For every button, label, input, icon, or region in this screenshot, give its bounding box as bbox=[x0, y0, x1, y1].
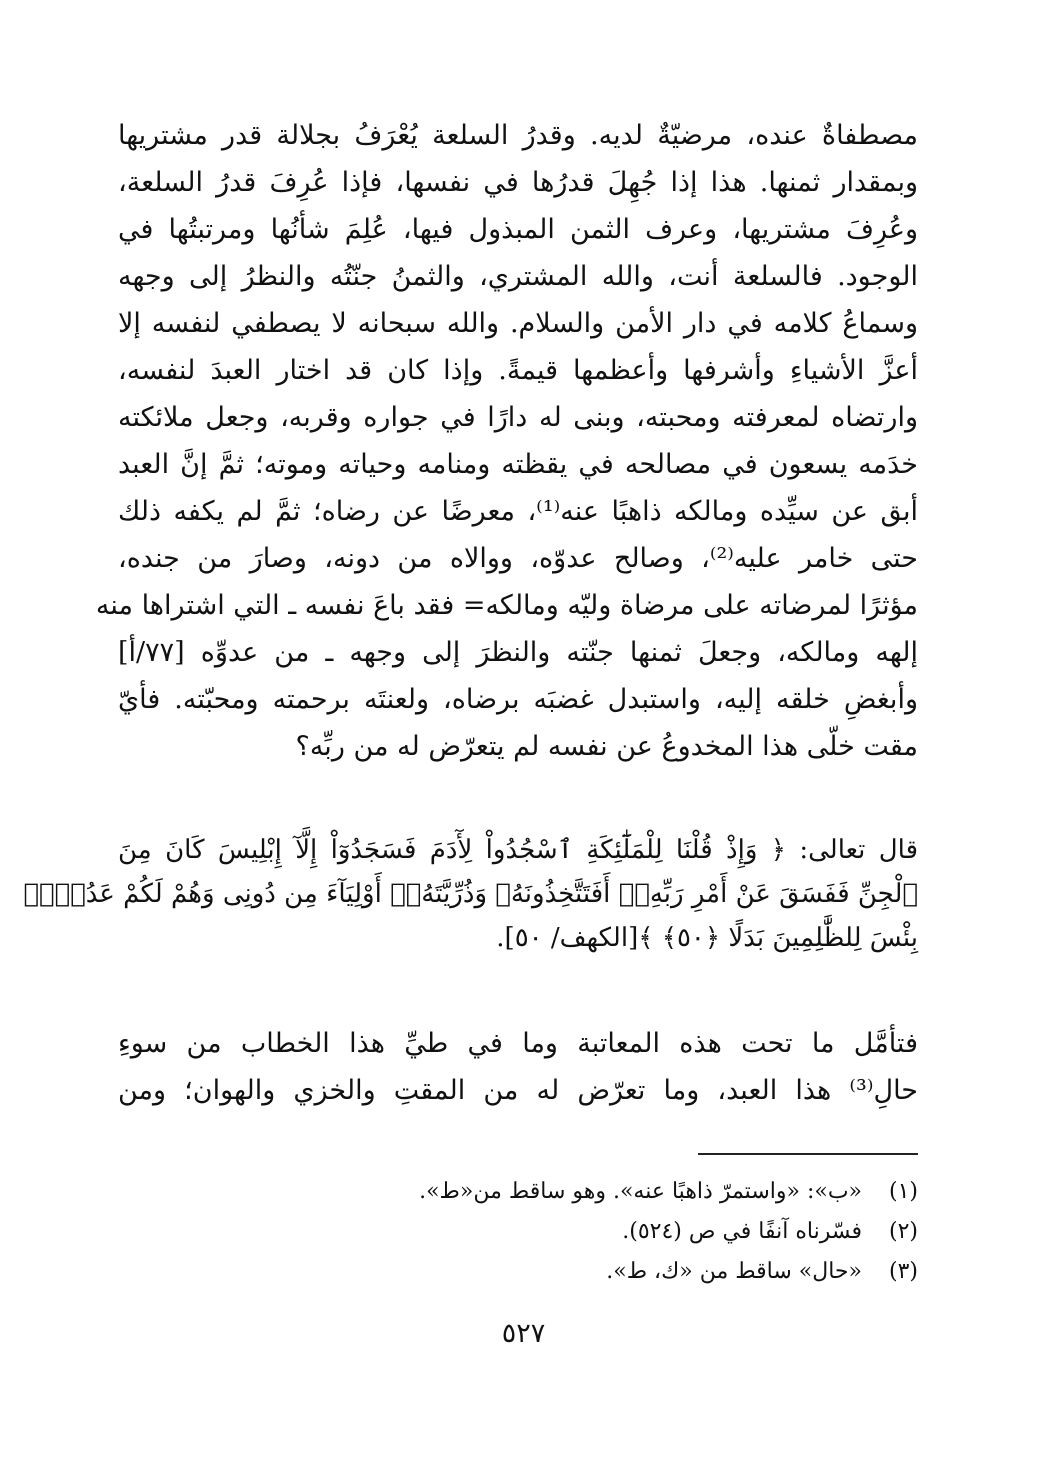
text-line: حالِ⁽³⁾ هذا العبد، وما تعرّض له من المقتِ والخزي والهوان؛ ومن bbox=[118, 1075, 918, 1106]
text-line: فتأمَّل ما تحت هذه المعاتبة وما في طيِّ هذا الخطاب من سوءِ bbox=[118, 1028, 918, 1059]
footnote-item bbox=[340, 1252, 918, 1292]
text-line: وبمقدار ثمنها. هذا إذا جُهِلَ قدرُها في نفسها، فإذا عُرِفَ قدرُ السلعة، bbox=[118, 167, 918, 198]
quran-quote-paragraph bbox=[23, 828, 918, 960]
text-line: وأبغضِ خلقه إليه، واستبدل غضبَه برضاه، ولعنتَه برحمته ومحبّته. فأيّ bbox=[118, 684, 918, 715]
text-line: مصطفاةٌ عنده، مرضيّةٌ لديه. وقدرُ السلعة يُعْرَفُ بجلالة قدر مشتريها bbox=[118, 120, 918, 151]
footnote-text: فسّرناه آنفًا في ص (٥٢٤). bbox=[622, 1219, 862, 1244]
text-line: أعزَّ الأشياءِ وأشرفها وأعظمها قيمةً. وإذا كان قد اختار العبدَ لنفسه، bbox=[118, 355, 918, 386]
footnote-number: (١) bbox=[888, 1179, 918, 1204]
quran-line: بِئْسَ لِلظَّٰلِمِينَ بَدَلًا ﴿٥٠﴾ ﴾[الكهف/ ٥٠]. bbox=[496, 923, 918, 953]
text-line: مؤثرًا لمرضاته على مرضاة وليّه ومالكه= فقد باعَ نفسه ـ التي اشتراها منه bbox=[95, 590, 918, 621]
footnote-text: «حال» ساقط من «ك، ط». bbox=[606, 1259, 862, 1284]
quran-line: ٱلْجِنِّ فَفَسَقَ عَنْ أَمْرِ رَبِّهِۦٓ أَفَتَتَّخِذُونَهُۥ وَذُرِّيَّتَهُۥٓ أَوْلِيَآءَ مِن دُونِى وَهُمْ لَكُمْ عَدُوٌّۢ bbox=[23, 879, 918, 909]
footnote-item bbox=[340, 1172, 918, 1212]
text-line: مقت خلّى هذا المخدوعُ عن نفسه لم يتعرّض له من ربِّه؟ bbox=[295, 731, 918, 762]
page-number: ٥٢٧ bbox=[501, 1318, 546, 1349]
body-paragraph-1 bbox=[95, 112, 919, 770]
footnotes bbox=[340, 1172, 918, 1292]
footnote-text: «ب»: «واستمرّ ذاهبًا عنه». وهو ساقط من«ط». bbox=[419, 1179, 862, 1204]
text-line: وسماعُ كلامه في دار الأمن والسلام. والله سبحانه لا يصطفي لنفسه إلا bbox=[118, 308, 918, 339]
footnote-item bbox=[340, 1212, 918, 1252]
text-line: حتى خامر عليه⁽²⁾، وصالح عدوّه، ووالاه من دونه، وصارَ من جنده، bbox=[118, 543, 918, 574]
quran-line: قال تعالى: ﴿ وَإِذْ قُلْنَا لِلْمَلَٰٓئِكَةِ ٱسْجُدُواْ لِأٓدَمَ فَسَجَدُوٓاْ إِلَّآ إِبْلِيسَ كَانَ مِنَ bbox=[118, 835, 918, 865]
text-line: أبق عن سيِّده ومالكه ذاهبًا عنه⁽¹⁾، معرضًا عن رضاه؛ ثمَّ لم يكفه ذلك bbox=[118, 496, 919, 527]
text-line: وعُرِفَ مشتريها، وعرف الثمن المبذول فيها، عُلِمَ شأنُها ومرتبتُها في bbox=[118, 214, 918, 245]
footnote-separator bbox=[698, 1153, 918, 1155]
text-line: خدَمه يسعون في مصالحه في يقظته ومنامه وحياته وموته؛ ثمَّ إنَّ العبد bbox=[118, 449, 918, 480]
body-paragraph-2 bbox=[118, 1020, 918, 1114]
text-line: الوجود. فالسلعة أنت، والله المشتري، والثمنُ جنّتُه والنظرُ إلى وجهه bbox=[118, 261, 918, 292]
text-line: وارتضاه لمعرفته ومحبته، وبنى له دارًا في جواره وقربه، وجعل ملائكته bbox=[118, 402, 918, 433]
footnote-number: (٣) bbox=[888, 1259, 918, 1284]
text-line: إلهه ومالكه، وجعلَ ثمنها جنّته والنظرَ إلى وجهه ـ من عدوِّه [٧٧/أ] bbox=[118, 637, 918, 668]
footnote-number: (٢) bbox=[888, 1219, 918, 1244]
